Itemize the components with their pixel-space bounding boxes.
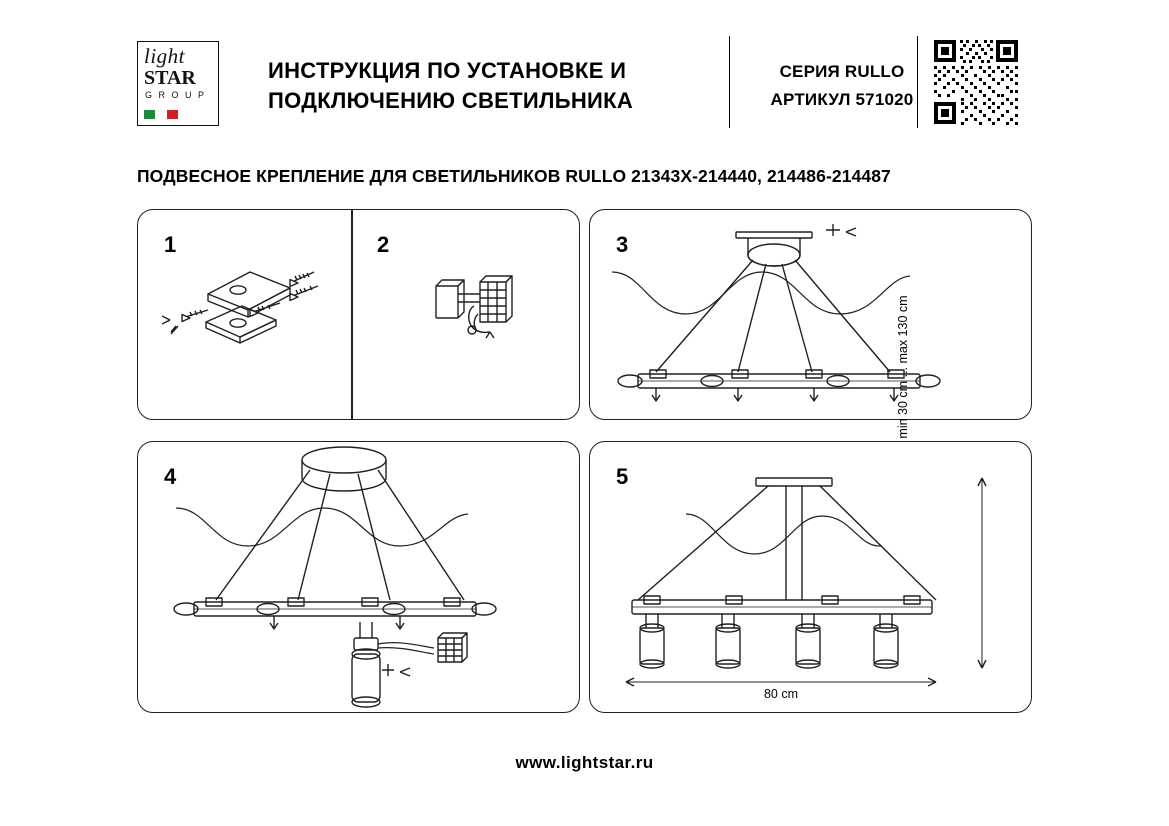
step-number-2: 2 xyxy=(377,232,390,257)
page-title xyxy=(268,56,708,116)
header xyxy=(137,36,1032,128)
series-label: СЕРИЯ RULLO xyxy=(779,62,905,81)
logo-star-text: STAR xyxy=(144,67,196,89)
article-label: АРТИКУЛ 571020 xyxy=(770,90,914,109)
step-3-illustration xyxy=(590,210,1033,421)
step-panel-1-2 xyxy=(137,209,580,420)
step-number-3: 3 xyxy=(616,232,629,257)
section-subtitle: ПОДВЕСНОЕ КРЕПЛЕНИЕ ДЛЯ СВЕТИЛЬНИКОВ RULLO 21343X-214440, 214486-214487 xyxy=(137,166,891,186)
step-number-4: 4 xyxy=(164,464,177,489)
page-title-line2: ПОДКЛЮЧЕНИЮ СВЕТИЛЬНИКА xyxy=(268,88,634,113)
step-panel-5 xyxy=(589,295,1032,713)
header-divider-left xyxy=(729,36,730,128)
logo-light-text: light xyxy=(144,44,186,68)
header-divider-right xyxy=(917,36,918,128)
step-panel-4 xyxy=(137,441,580,713)
step-4-illustration xyxy=(138,442,581,714)
height-dimension-label: min 30 cm ... max 130 cm xyxy=(896,295,910,439)
step-5-illustration xyxy=(590,442,1033,714)
step-panel-3 xyxy=(589,209,1032,420)
step-2-illustration xyxy=(138,210,581,421)
footer-website[interactable]: www.lightstar.ru xyxy=(515,753,654,772)
brand-logo xyxy=(137,41,219,126)
qr-code-icon xyxy=(930,36,1022,128)
logo-inner xyxy=(142,46,214,121)
step-number-5: 5 xyxy=(616,464,629,489)
italy-flag-icon xyxy=(144,110,178,119)
page-title-line1: ИНСТРУКЦИЯ ПО УСТАНОВКЕ И xyxy=(268,58,627,83)
width-dimension-label: 80 cm xyxy=(763,687,799,701)
step-number-1: 1 xyxy=(164,232,177,257)
logo-group-text: G R O U P xyxy=(145,90,207,100)
product-info xyxy=(742,58,942,114)
